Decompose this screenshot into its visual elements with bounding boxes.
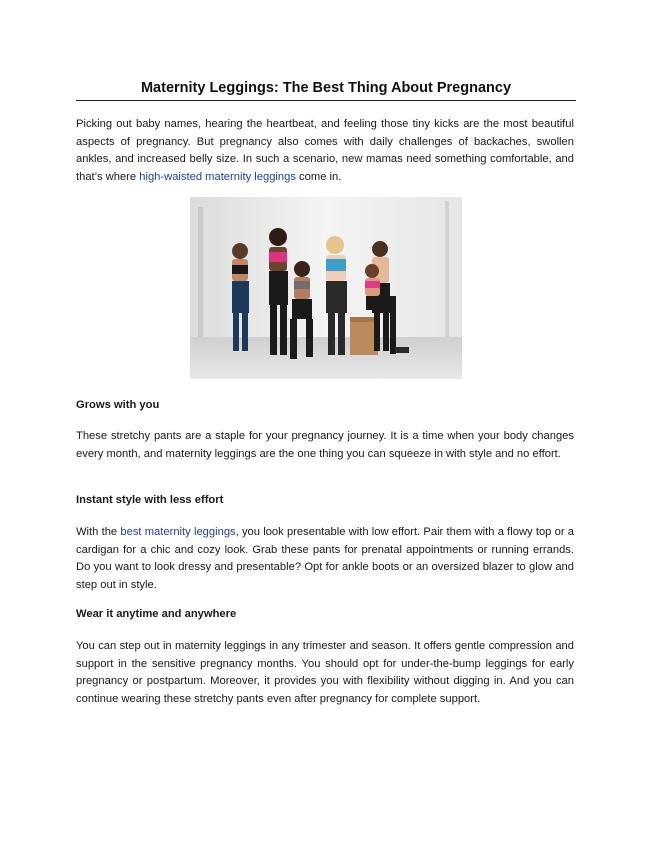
group-photo <box>190 197 462 379</box>
title-underline <box>76 100 576 101</box>
intro-paragraph <box>76 116 574 186</box>
intro-text-end: come in. <box>295 170 342 183</box>
section2-text-end: , you look presentable with low effort. Pair them with a flowy top or a cardigan for a chic and cozy look. Grab these pants for prenatal appointments or running errands. Do you want to look dressy and presentable? Opt for ankle boots or an oversized blazer to glow and step out in style. <box>76 526 574 591</box>
high-waisted-leggings-link[interactable]: high-waisted maternity leggings <box>139 170 296 183</box>
section2-paragraph <box>76 524 574 594</box>
intro-text: Picking out baby names, hearing the heartbeat, and feeling those tiny kicks are the most beautiful aspects of pregnancy. But pregnancy also comes with daily challenges of backaches, swollen ankles, and increased belly size. In such a scenario, new mamas need something comfortable, and that’s where <box>76 118 574 183</box>
section2-text: With the <box>76 526 121 538</box>
section3-paragraph: You can step out in maternity leggings in any trimester and season. It offers gentle compression and support in the sensitive pregnancy months. You should opt for under-the-bump leggings for early pregnancy or postpartum. Moreover, it provides you with flexibility without digging in. And you can continue wearing these stretchy pants even after pregnancy for complete support. <box>76 640 574 705</box>
section1-paragraph: These stretchy pants are a staple for your pregnancy journey. It is a time when your body changes every month, and maternity leggings are the one thing you can squeeze in with style and no effort. <box>76 430 574 460</box>
section-heading-instant-style: Instant style with less effort <box>76 494 224 506</box>
section-heading-grows-with-you: Grows with you <box>76 399 160 411</box>
best-maternity-leggings-link[interactable]: best maternity leggings <box>120 526 236 538</box>
page-title: Maternity Leggings: The Best Thing About Pregnancy <box>140 80 512 96</box>
section-heading-wear-anytime: Wear it anytime and anywhere <box>76 608 237 620</box>
